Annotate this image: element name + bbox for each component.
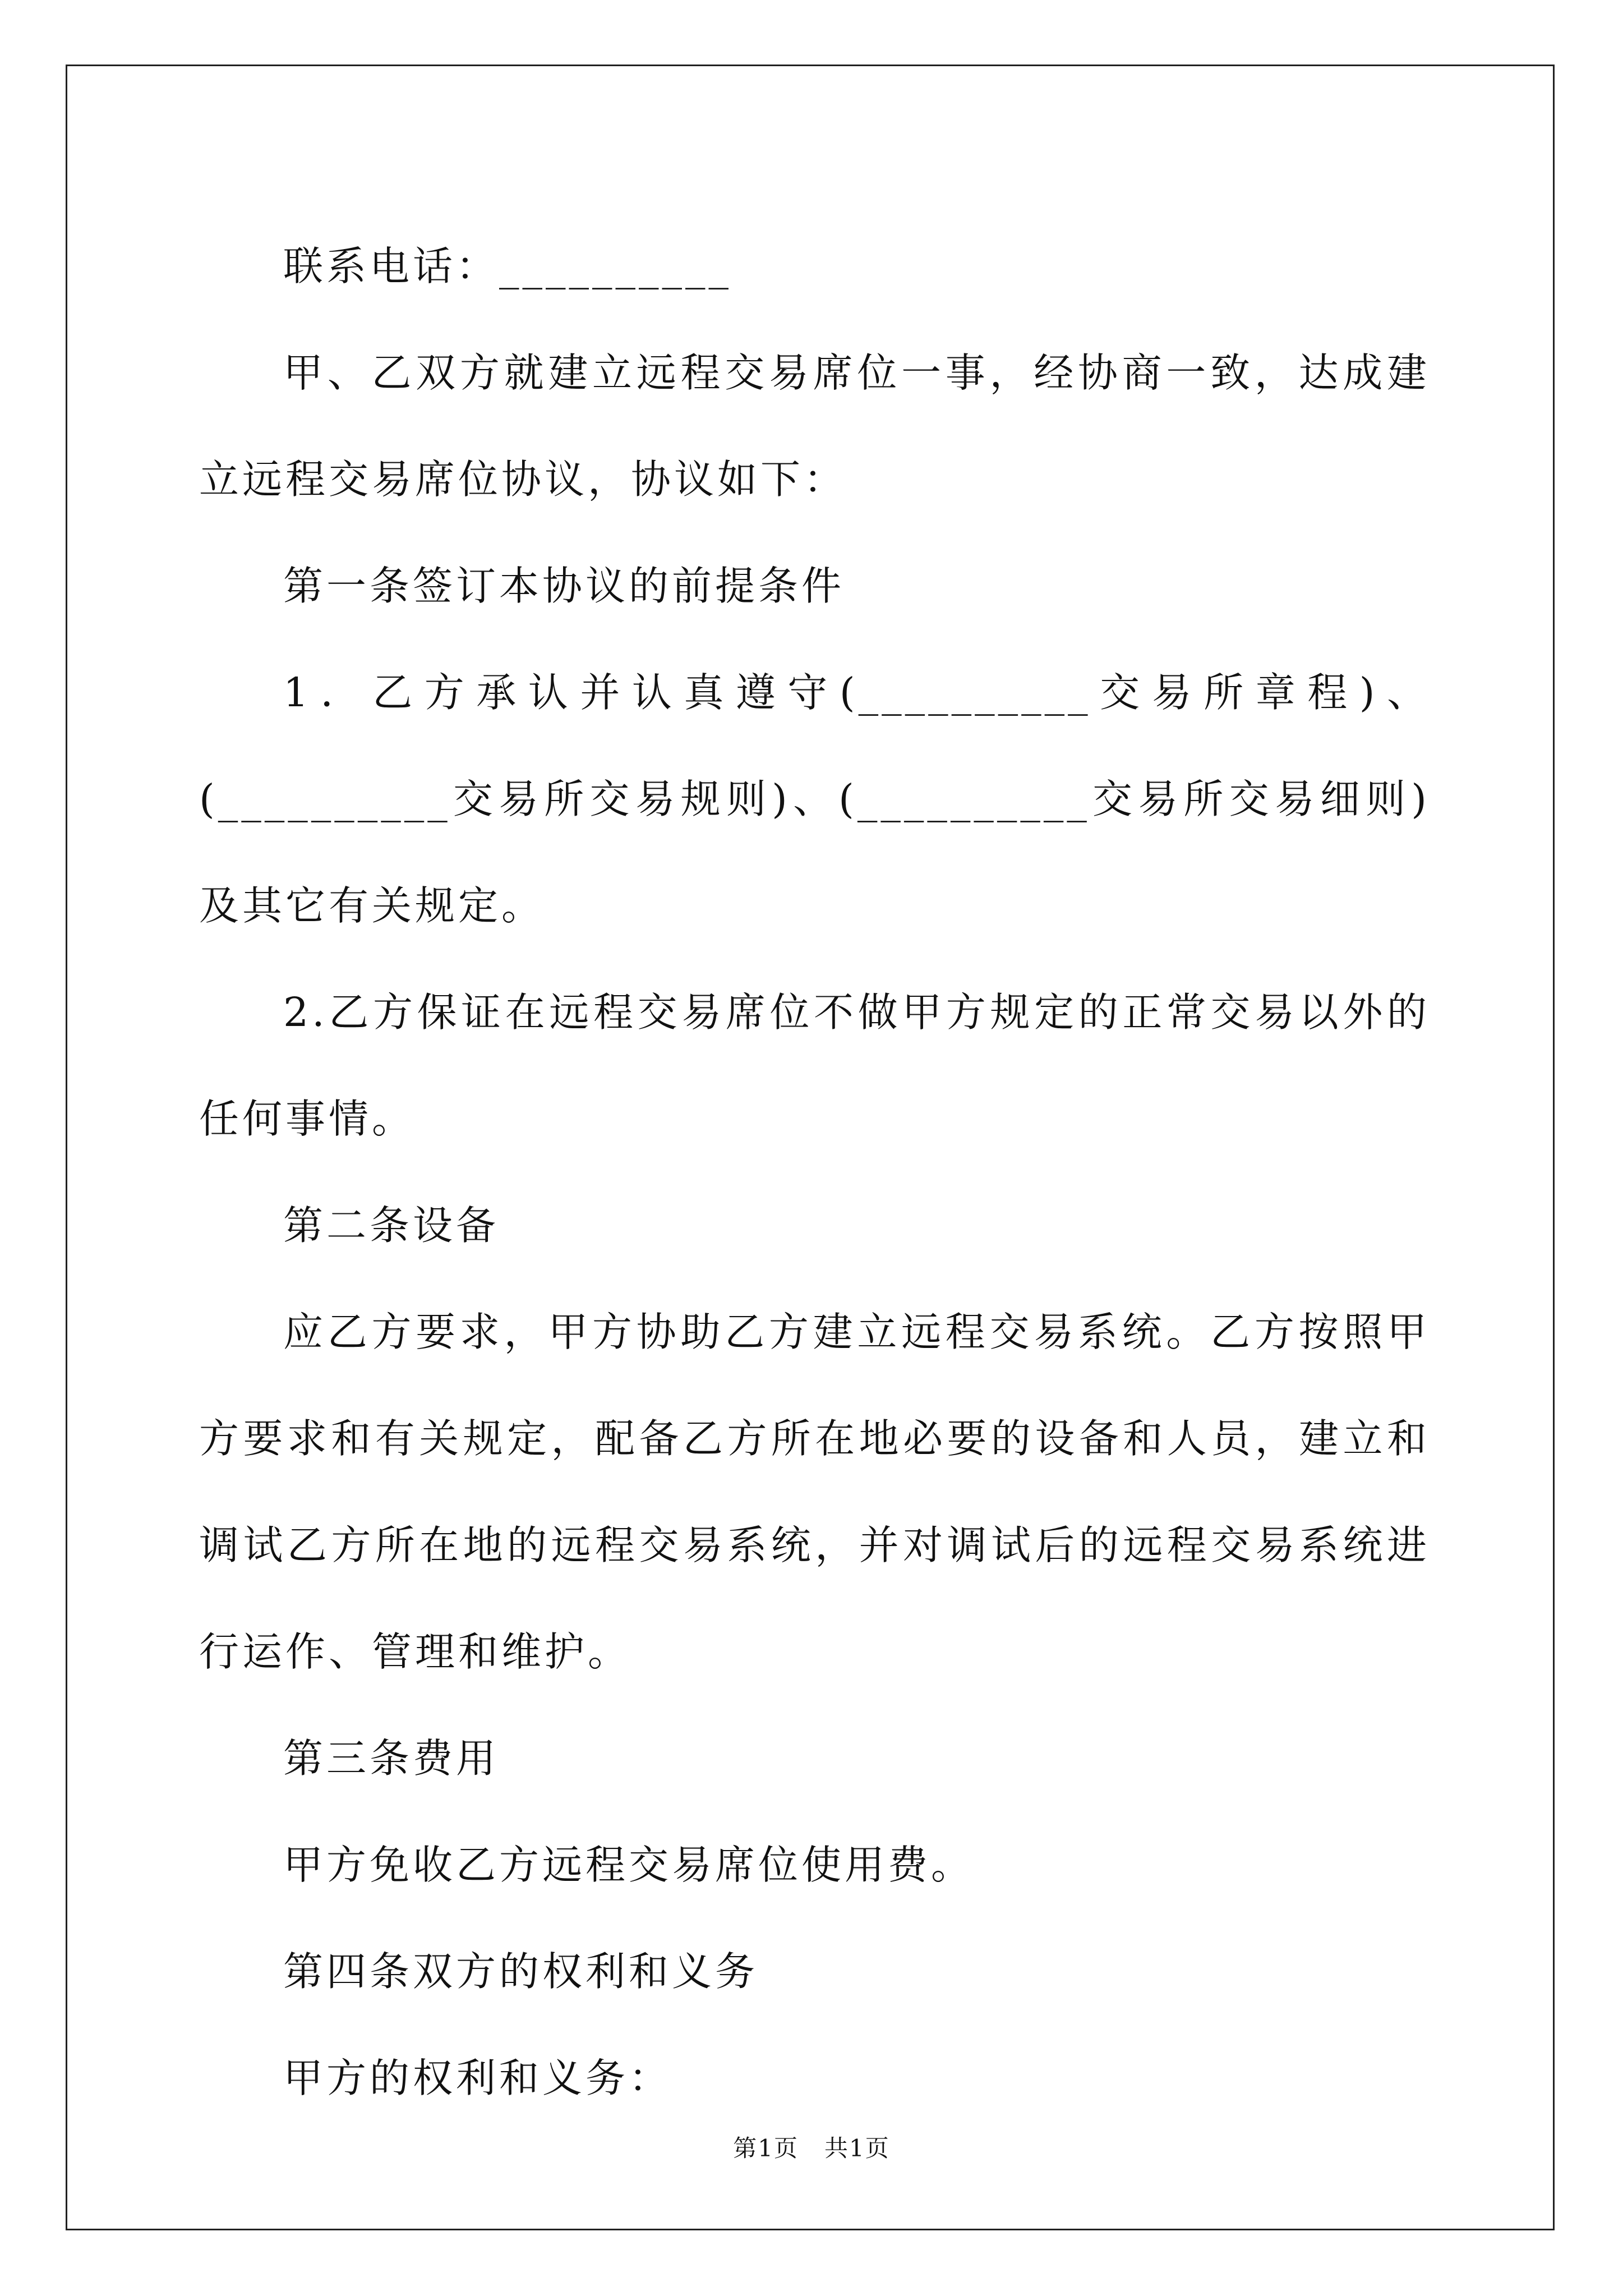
document-body <box>199 213 1430 2132</box>
party-a-rights-heading: 甲方的权利和义务： <box>283 2055 672 2101</box>
intro-paragraph: 甲、乙双方就建立远程交易席位一事，经协商一致，达成建立远程交易席位协议，协议如下： <box>199 349 1430 503</box>
total-pages: 共1页 <box>824 2134 890 2162</box>
article-2-body: 应乙方要求，甲方协助乙方建立远程交易系统。乙方按照甲方要求和有关规定，配备乙方所在地必要的设备和人员，建立和调试乙方所在地的远程交易系统，并对调试后的远程交易系统进行运作、管理和维护。 <box>199 1309 1430 1675</box>
page-number: 第1页 <box>733 2134 799 2162</box>
article-2-heading: 第二条设备 <box>283 1202 500 1249</box>
page-footer <box>0 2132 1623 2165</box>
article-1-clause-2: 2.乙方保证在远程交易席位不做甲方规定的正常交易以外的任何事情。 <box>199 989 1430 1142</box>
article-3-body: 甲方免收乙方远程交易席位使用费。 <box>283 1842 975 1888</box>
article-1-clause-1: 1．乙方承认并认真遵守(__________交易所章程)、(__________交易所交易规则)、(__________交易所交易细则)及其它有关规定。 <box>199 669 1430 929</box>
footer-spacer <box>799 2134 824 2162</box>
contact-phone-line: 联系电话：__________ <box>283 243 732 289</box>
article-3-heading: 第三条费用 <box>283 1735 500 1782</box>
article-4-heading: 第四条双方的权利和义务 <box>283 1948 759 1995</box>
article-1-heading: 第一条签订本协议的前提条件 <box>283 563 845 609</box>
